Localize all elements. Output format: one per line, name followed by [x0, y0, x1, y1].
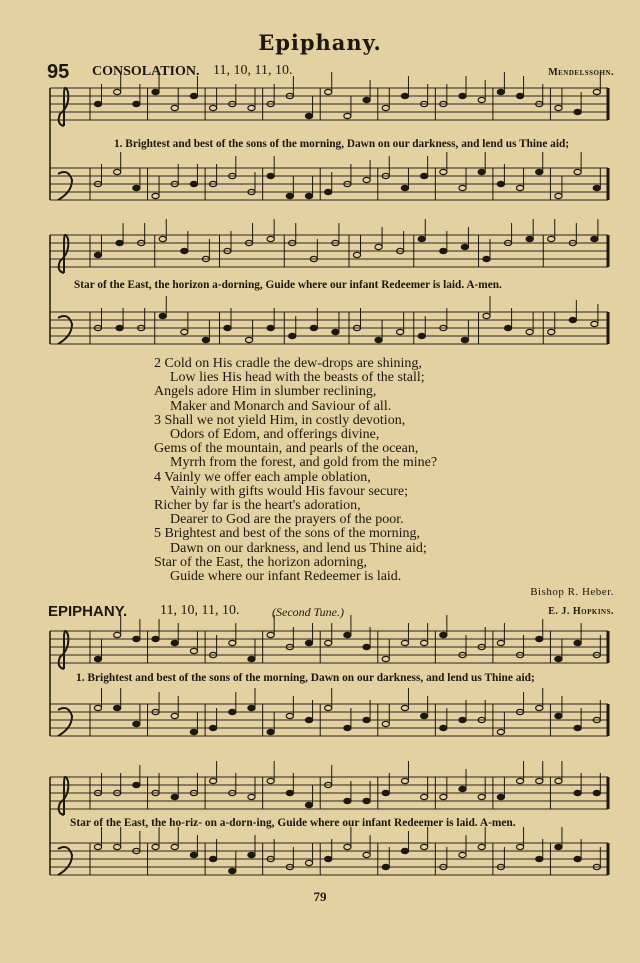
note-head [325, 189, 332, 194]
note-head [536, 636, 543, 641]
note-head [229, 709, 236, 714]
note-head [286, 790, 293, 795]
note-head [181, 329, 188, 334]
note-head [363, 717, 370, 722]
note-head [152, 844, 159, 849]
note-head [245, 337, 252, 342]
note-head [171, 794, 178, 799]
note-head [133, 721, 140, 726]
note-head [555, 844, 562, 849]
note-head [305, 802, 312, 807]
verse-line: Myrrh from the forest, and gold from the mine? [170, 455, 438, 471]
note-head [382, 864, 389, 869]
note-head [421, 844, 428, 849]
note-head [536, 169, 543, 174]
note-head [248, 105, 255, 110]
lyric-line: Star of the East, the horizon a-dorning, Guide where our infant Redeemer is laid. A-men. [74, 279, 502, 291]
note-head [497, 181, 504, 186]
note-head [516, 93, 523, 98]
note-head [190, 93, 197, 98]
note-head [461, 244, 468, 249]
note-head [555, 656, 562, 661]
note-head [267, 173, 274, 178]
note-head [325, 705, 332, 710]
note-head [133, 636, 140, 641]
note-head [114, 89, 121, 94]
page-number: 79 [313, 889, 327, 904]
note-head [114, 169, 121, 174]
note-head [459, 786, 466, 791]
note-head [526, 236, 533, 241]
note-head [248, 656, 255, 661]
meter: 11, 10, 11, 10. [160, 603, 240, 618]
note-head [440, 725, 447, 730]
note-head [504, 325, 511, 330]
note-head [344, 113, 351, 118]
note-head [375, 337, 382, 342]
note-head [516, 185, 523, 190]
note-head [478, 169, 485, 174]
note-head [344, 725, 351, 730]
note-head [593, 185, 600, 190]
tune-note: (Second Tune.) [272, 605, 344, 619]
note-head [267, 729, 274, 734]
note-head [574, 640, 581, 645]
note-head [459, 852, 466, 857]
note-head [459, 93, 466, 98]
note-head [401, 848, 408, 853]
note-head [353, 252, 360, 257]
note-head [152, 89, 159, 94]
lyric-line: Star of the East, the ho-riz- on a-dorn-ing, Guide where our infant Redeemer is laid. A-men. [70, 817, 516, 829]
verse-line: Odors of Edom, and offerings divine, [170, 427, 380, 443]
note-head [181, 248, 188, 253]
verse-line: 3 Shall we not yield Him, in costly devotion, [154, 412, 406, 428]
note-head [310, 325, 317, 330]
note-head [159, 236, 166, 241]
meter: 11, 10, 11, 10. [213, 63, 293, 78]
note-head [344, 844, 351, 849]
note-head [229, 640, 236, 645]
note-head [401, 640, 408, 645]
section-title: Epiphany. [258, 30, 382, 55]
note-head [363, 852, 370, 857]
note-head [267, 632, 274, 637]
note-head [305, 640, 312, 645]
note-head [516, 778, 523, 783]
note-head [152, 636, 159, 641]
note-head [116, 240, 123, 245]
note-head [344, 632, 351, 637]
note-head [440, 632, 447, 637]
note-head [94, 656, 101, 661]
note-head [574, 856, 581, 861]
verse-line: Richer by far is the heart's adoration, [154, 498, 361, 514]
note-head [516, 844, 523, 849]
note-head [171, 713, 178, 718]
note-head [267, 236, 274, 241]
note-head [401, 93, 408, 98]
note-head [210, 778, 217, 783]
verse-line: Maker and Monarch and Saviour of all. [170, 398, 392, 414]
note-head [344, 798, 351, 803]
note-head [478, 794, 485, 799]
note-head [497, 794, 504, 799]
note-head [478, 844, 485, 849]
note-head [267, 325, 274, 330]
note-head [248, 852, 255, 857]
note-head [190, 852, 197, 857]
note-head [497, 89, 504, 94]
note-head [382, 790, 389, 795]
tune-name: EPIPHANY. [48, 603, 128, 620]
note-head [363, 644, 370, 649]
note-head [574, 790, 581, 795]
note-head [248, 794, 255, 799]
note-head [325, 856, 332, 861]
note-head [440, 794, 447, 799]
note-head [190, 729, 197, 734]
note-head [224, 325, 231, 330]
note-head [397, 329, 404, 334]
verse-line: Angels adore Him in slumber reclining, [154, 384, 377, 400]
note-head [94, 101, 101, 106]
note-head [305, 193, 312, 198]
note-head [382, 721, 389, 726]
note-head [418, 333, 425, 338]
note-head [305, 113, 312, 118]
note-head [325, 89, 332, 94]
note-head [286, 193, 293, 198]
composer: E. J. Hopkins. [548, 606, 614, 617]
verse-line: Star of the East, the horizon adorning, [154, 554, 368, 570]
tune-name: CONSOLATION. [92, 64, 200, 79]
note-head [459, 717, 466, 722]
note-head [497, 640, 504, 645]
note-head [569, 317, 576, 322]
note-head [526, 329, 533, 334]
note-head [190, 648, 197, 653]
hymn-number: 95 [47, 61, 70, 83]
note-head [418, 236, 425, 241]
note-head [171, 105, 178, 110]
composer: Mendelssohn. [548, 67, 614, 78]
note-head [382, 656, 389, 661]
note-head [382, 105, 389, 110]
note-head [421, 794, 428, 799]
note-head [325, 640, 332, 645]
note-head [548, 329, 555, 334]
note-head [114, 705, 121, 710]
verse-line: Gems of the mountain, and pearls of the ocean, [154, 441, 419, 457]
note-head [171, 640, 178, 645]
verse-line: 4 Vainly we offer each ample oblation, [154, 469, 371, 485]
note-head [332, 329, 339, 334]
author: Bishop R. Heber. [530, 586, 614, 598]
note-head [133, 185, 140, 190]
note-head [94, 844, 101, 849]
lyric-line: 1. Brightest and best of the sons of the morning, Dawn on our darkness, and lend us Thine aid; [114, 138, 569, 150]
note-head [210, 105, 217, 110]
note-head [459, 185, 466, 190]
note-head [555, 105, 562, 110]
note-head [363, 798, 370, 803]
note-head [548, 236, 555, 241]
note-head [440, 169, 447, 174]
note-head [267, 778, 274, 783]
note-head [593, 89, 600, 94]
note-head [305, 717, 312, 722]
verse-line: Guide where our infant Redeemer is laid. [170, 569, 402, 585]
note-head [574, 109, 581, 114]
note-head [591, 321, 598, 326]
verse-line: Low lies His head with the beasts of the stall; [170, 370, 425, 386]
note-head [94, 252, 101, 257]
lyric-line: 1. Brightest and best of the sons of the morning, Dawn on our darkness, and lend us Thine aid; [76, 672, 535, 684]
verse-line: Vainly with gifts would His favour secure; [170, 483, 408, 499]
note-head [375, 244, 382, 249]
note-head [536, 856, 543, 861]
note-head [210, 725, 217, 730]
note-head [555, 713, 562, 718]
note-head [555, 778, 562, 783]
note-head [497, 729, 504, 734]
note-head [202, 337, 209, 342]
note-head [574, 725, 581, 730]
verse-line: 5 Brightest and best of the sons of the morning, [154, 526, 420, 542]
note-head [229, 868, 236, 873]
note-head [440, 248, 447, 253]
note-head [190, 181, 197, 186]
note-head [152, 193, 159, 198]
note-head [421, 173, 428, 178]
note-head [555, 193, 562, 198]
note-head [478, 97, 485, 102]
note-head [363, 97, 370, 102]
note-head [286, 713, 293, 718]
note-head [94, 705, 101, 710]
note-head [210, 856, 217, 861]
note-head [536, 778, 543, 783]
verses [154, 357, 437, 584]
note-head [133, 101, 140, 106]
note-head [248, 705, 255, 710]
note-head [483, 313, 490, 318]
note-head [114, 844, 121, 849]
note-head [401, 705, 408, 710]
note-head [289, 333, 296, 338]
note-head [401, 185, 408, 190]
note-head [305, 860, 312, 865]
note-head [461, 337, 468, 342]
note-head [593, 790, 600, 795]
note-head [401, 778, 408, 783]
verse-line: Dawn on our darkness, and lend us Thine aid; [170, 540, 427, 556]
note-head [363, 177, 370, 182]
note-head [421, 640, 428, 645]
note-head [133, 782, 140, 787]
note-head [116, 325, 123, 330]
note-head [159, 313, 166, 318]
note-head [536, 705, 543, 710]
verse-line: 2 Cold on His cradle the dew-drops are shining, [154, 356, 422, 371]
note-head [591, 236, 598, 241]
note-head [114, 632, 121, 637]
note-head [421, 713, 428, 718]
note-head [483, 256, 490, 261]
verse-line: Dearer to God are the prayers of the poor. [170, 512, 404, 528]
note-head [171, 844, 178, 849]
note-head [574, 169, 581, 174]
